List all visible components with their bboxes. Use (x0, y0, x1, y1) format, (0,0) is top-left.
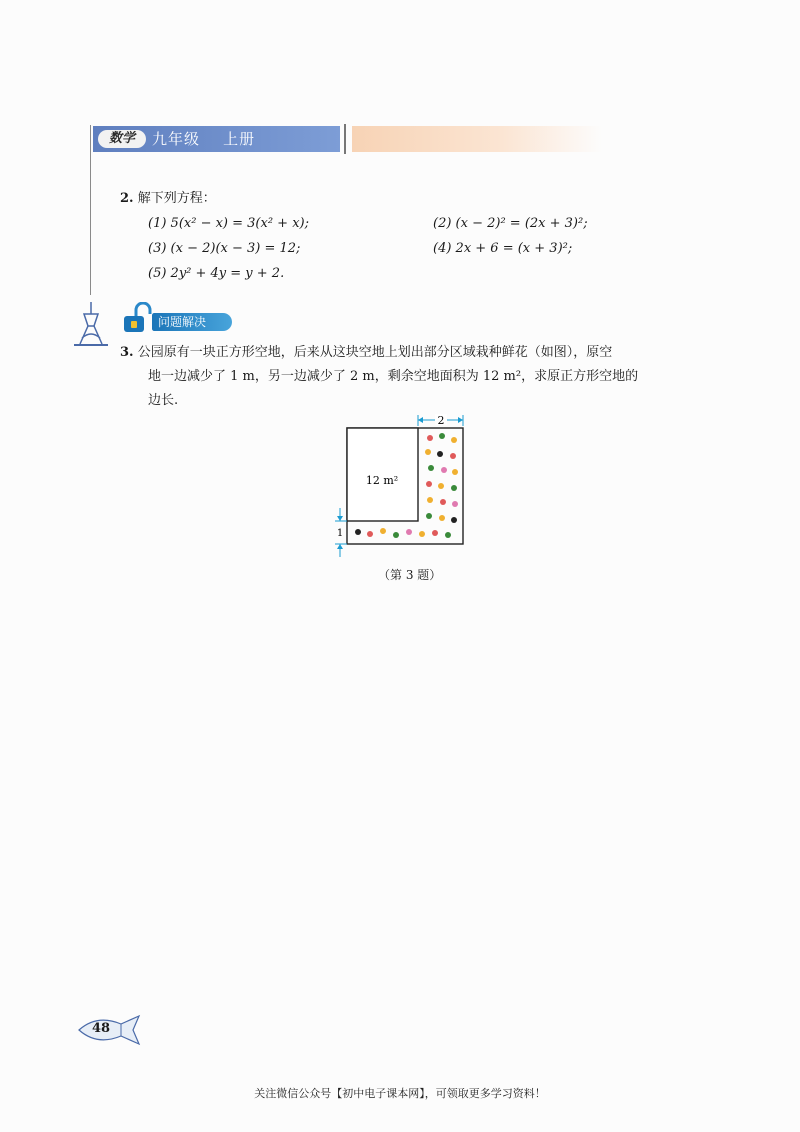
page-number: 48 (92, 1021, 111, 1036)
exercise-3-number: 3. (120, 345, 134, 360)
header-separator (344, 124, 346, 154)
grade-volume-label: 九年级 上册 (152, 130, 256, 148)
side-dimension-label: 1 (336, 528, 344, 539)
header-decoration-band (352, 126, 602, 152)
exercise-2-prompt: 解下列方程： (137, 191, 216, 206)
equation-5: (5) 2y² + 4y = y + 2. (148, 266, 285, 281)
tower-icon (70, 300, 112, 348)
figure-caption: （第 3 题） (378, 568, 442, 582)
subject-logo: 数学 (98, 130, 146, 148)
footer-notice: 关注微信公众号【初中电子课本网】，可领取更多学习资料！ (254, 1087, 546, 1100)
exercise-2-number: 2. (120, 191, 134, 206)
exercise-3-line-3: 边长. (148, 393, 179, 408)
equation-3: (3) (x − 2)(x − 3) = 12; (148, 241, 301, 256)
equation-4: (4) 2x + 6 = (x + 3)²; (433, 241, 573, 256)
area-label: 12 m² (365, 474, 399, 487)
exercise-2-heading (120, 190, 216, 208)
margin-rule (90, 125, 91, 295)
exercise-3-line-1 (120, 344, 612, 362)
top-dimension-label: 2 (437, 414, 445, 427)
exercise-3-text-1: 公园原有一块正方形空地，后来从这块空地上划出部分区域栽种鲜花（如图），原空 (137, 345, 613, 360)
exercise-3-line-2: 地一边减少了 1 m，另一边减少了 2 m，剩余空地面积为 12 m²，求原正方形空地的 (148, 369, 639, 384)
lock-icon (122, 302, 152, 334)
equation-2: (2) (x − 2)² = (2x + 3)²; (433, 216, 588, 231)
square-lot-diagram (330, 412, 480, 557)
section-badge: 问题解决 (152, 313, 232, 331)
equation-1: (1) 5(x² − x) = 3(x² + x); (148, 216, 309, 231)
